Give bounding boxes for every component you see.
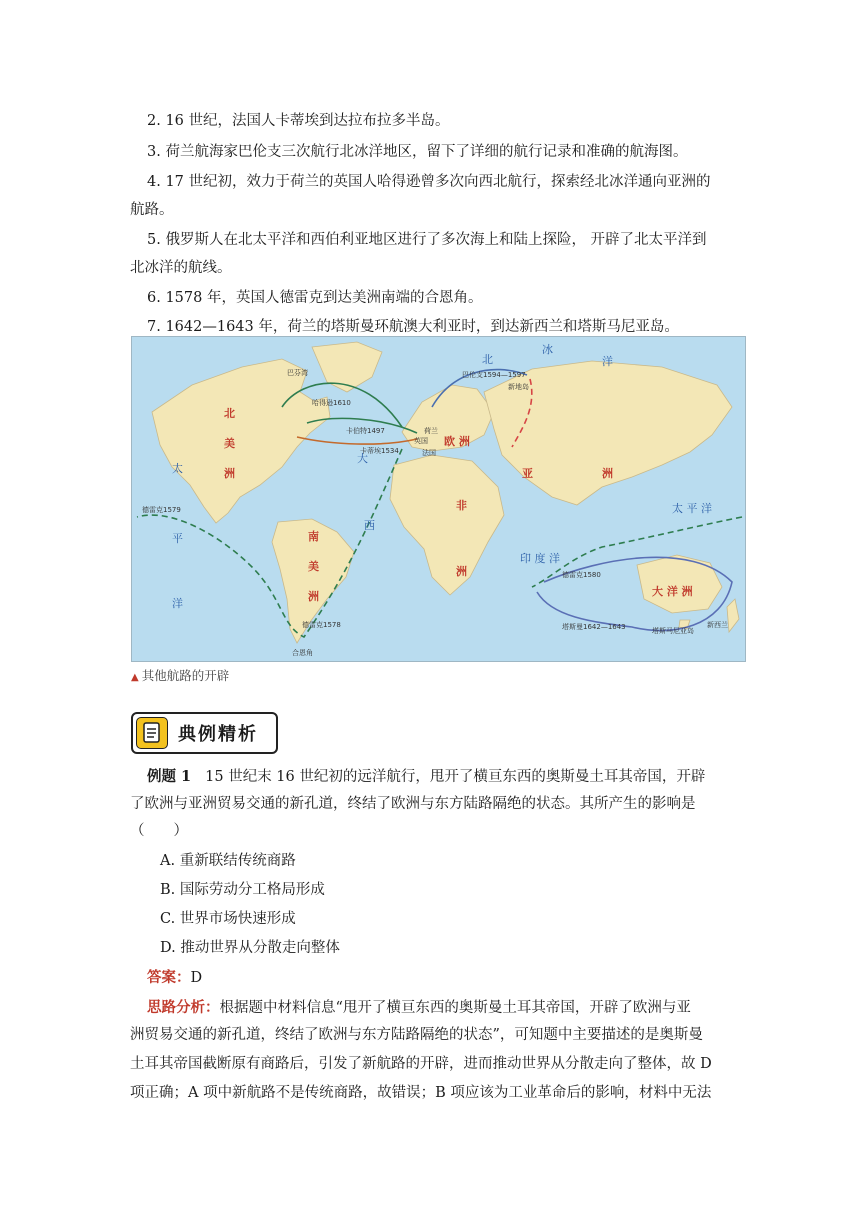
map-label-south-america-3: 洲 <box>308 590 319 603</box>
option-d: D. 推动世界从分散走向整体 <box>160 940 340 956</box>
map-label-indian: 印 度 洋 <box>520 552 560 565</box>
map-label-south-america-1: 南 <box>308 530 319 543</box>
map-label-tasman: 塔斯曼1642—1643 <box>562 623 626 631</box>
example-question-line <box>130 763 757 791</box>
new-zealand-land <box>727 599 739 632</box>
map-label-cartier: 卡蒂埃1534 <box>360 447 399 455</box>
analysis-line <box>130 994 757 1022</box>
example-question-line: 了欧洲与亚洲贸易交通的新孔道，终结了欧洲与东方陆路隔绝的状态。其所产生的影响是 <box>130 796 696 812</box>
australia-land <box>637 555 722 613</box>
map-label-arctic-1: 北 <box>482 353 493 366</box>
list-item: 2. 16 世纪，法国人卡蒂埃到达拉布拉多半岛。 <box>147 113 450 129</box>
triangle-icon: ▲ <box>131 672 139 683</box>
map-label-asia-1: 亚 <box>522 467 533 480</box>
list-item-continued: 航路。 <box>130 202 174 218</box>
map-label-atlantic-2: 西 <box>364 519 375 532</box>
list-item: 3. 荷兰航海家巴伦支三次航行北冰洋地区，留下了详细的航行记录和准确的航海图。 <box>147 144 688 160</box>
list-item: 4. 17 世纪初，效力于荷兰的英国人哈得逊曾多次向西北航行，探索经北冰洋通向亚洲的 <box>147 174 711 190</box>
map-label-asia-2: 洲 <box>602 467 613 480</box>
map-label-south-america-2: 美 <box>308 560 319 573</box>
option-b: B. 国际劳动分工格局形成 <box>160 882 325 898</box>
option-a: A. 重新联结传统商路 <box>160 853 296 869</box>
map-label-pacific-2: 平 <box>172 532 183 545</box>
map-label-novaya-zemlya: 新地岛 <box>508 383 529 391</box>
map-label-north-america-2: 美 <box>224 437 235 450</box>
map-label-barents: 巴伦支1594—1597 <box>462 371 526 379</box>
map-label-new-zealand: 新西兰 <box>707 621 728 629</box>
map-label-north-america-3: 洲 <box>224 467 235 480</box>
north-america-land <box>152 359 330 523</box>
map-label-atlantic-1: 大 <box>357 452 368 465</box>
cartier-route <box>297 437 417 444</box>
map-label-africa-1: 非 <box>456 499 467 512</box>
map-label-netherlands: 荷兰 <box>424 427 438 435</box>
list-item: 7. 1642—1643 年，荷兰的塔斯曼环航澳大利亚时，到达新西兰和塔斯马尼亚岛。 <box>147 319 679 335</box>
map-label-pacific-1: 太 <box>172 462 183 475</box>
figure-caption <box>131 666 229 684</box>
map-label-france: 法国 <box>422 449 436 457</box>
map-label-arctic-3: 洋 <box>602 355 613 368</box>
figure-caption-text: 其他航路的开辟 <box>141 668 230 683</box>
map-label-drake-1579: 德雷克1579 <box>142 506 181 514</box>
map-label-drake-1578: 德雷克1578 <box>302 621 341 629</box>
section-header <box>131 712 278 754</box>
document-icon <box>136 717 168 749</box>
africa-land <box>390 455 504 595</box>
analysis-line: 洲贸易交通的新孔道，终结了欧洲与东方陆路隔绝的状态”，可知题中主要描述的是奥斯曼 <box>130 1027 703 1043</box>
example-text: 15 世纪末 16 世纪初的远洋航行，甩开了横亘东西的奥斯曼土耳其帝国，开辟 <box>205 769 706 785</box>
analysis-line: 土耳其帝国截断原有商路后，引发了新航路的开辟，进而推动世界从分散走向了整体，故 D <box>130 1056 712 1072</box>
map-label-europe: 欧 洲 <box>444 435 470 448</box>
map-label-cabot: 卡伯特1497 <box>346 427 385 435</box>
example-label: 例题 1 <box>147 768 192 785</box>
list-item: 5. 俄罗斯人在北太平洋和西伯利亚地区进行了多次海上和陆上探险， 开辟了北太平洋到 <box>147 232 707 248</box>
map-label-arctic-2: 冰 <box>542 343 553 356</box>
answer-value: D <box>190 970 203 986</box>
example-question-line: （ ） <box>130 823 188 839</box>
map-label-pacific-right: 太 平 洋 <box>672 502 712 515</box>
map-label-baffin-bay: 巴芬湾 <box>287 369 308 377</box>
map-label-pacific-3: 洋 <box>172 597 183 610</box>
list-item: 6. 1578 年，英国人德雷克到达美洲南端的合恩角。 <box>147 290 483 306</box>
map-label-hudson: 哈得逊1610 <box>312 399 351 407</box>
list-item-continued: 北冰洋的航线。 <box>130 260 232 276</box>
answer-line <box>130 964 757 992</box>
map-label-england: 英国 <box>414 437 428 445</box>
map-label-drake-1580: 德雷克1580 <box>562 571 601 579</box>
option-c: C. 世界市场快速形成 <box>160 911 296 927</box>
map-label-tasmania: 塔斯马尼亚岛 <box>652 627 694 635</box>
map-label-north-america-1: 北 <box>224 407 235 420</box>
section-title: 典例精析 <box>178 724 258 745</box>
answer-label: 答案： <box>147 969 191 986</box>
analysis-line: 项正确；A 项中新航路不是传统商路，故错误；B 项应该为工业革命后的影响，材料中无法 <box>130 1085 712 1101</box>
world-map-figure <box>131 336 746 662</box>
analysis-text: 根据题中材料信息“甩开了横亘东西的奥斯曼土耳其帝国，开辟了欧洲与亚 <box>219 1000 691 1016</box>
map-label-cape-horn: 合恩角 <box>292 649 313 657</box>
analysis-label: 思路分析： <box>147 999 220 1016</box>
map-label-oceania: 大 洋 洲 <box>652 585 693 598</box>
map-label-africa-2: 洲 <box>456 565 467 578</box>
